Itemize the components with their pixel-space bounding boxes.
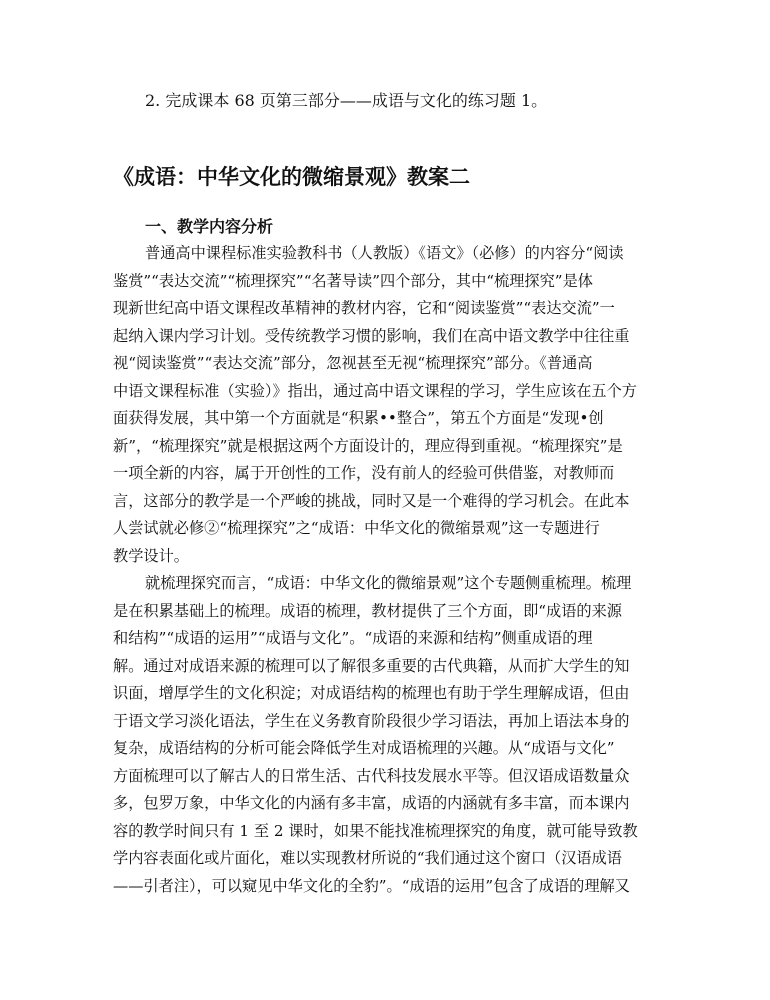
paragraph-line: 解。通过对成语来源的梳理可以了解很多重要的古代典籍，从而扩大学生的知 [113,656,630,675]
paragraph-line: 是在积累基础上的梳理。成语的梳理，教材提供了三个方面，即“成语的来源 [113,601,622,620]
paragraph-line: 多，包罗万象，中华文化的内涵有多丰富，成语的内涵就有多丰富，而本课内 [113,794,630,812]
paragraph-line: 识面，增厚学生的文化积淀；对成语结构的梳理也有助于学生理解成语，但由 [113,684,630,702]
document-title: 《成语：中华文化的微缩景观》教案二 [113,164,470,189]
paragraph-line: 教学设计。 [113,546,189,565]
paragraph-line: 中语文课程标准（实验）》指出，通过高中语文课程的学习，学生应该在五个方 [113,381,637,400]
paragraph-line: 普通高中课程标准实验教科书（人教版）《语文》（必修）的内容分“阅读 [145,244,624,262]
paragraph-line: 新”，“梳理探究”就是根据这两个方面设计的，理应得到重视。“梳理探究”是 [113,436,623,455]
paragraph-line: 复杂，成语结构的分析可能会降低学生对成语梳理的兴趣。从“成语与文化” [113,739,615,757]
paragraph-line: 方面梳理可以了解古人的日常生活、古代科技发展水平等。但汉语成语数量众 [113,766,630,785]
paragraph-line: 视“阅读鉴赏”“表达交流”部分，忽视甚至无视“梳理探究”部分。《普通高 [113,354,593,372]
paragraph-line: 一项全新的内容，属于开创性的工作，没有前人的经验可供借鉴，对教师而 [113,464,615,482]
paragraph-line: 鉴赏”“表达交流”“梳理探究”“名著导读”四个部分，其中“梳理探究”是体 [113,271,593,290]
body-text [113,240,663,900]
paragraph-line: 言，这部分的教学是一个严峻的挑战，同时又是一个难得的学习机会。在此本 [113,491,630,510]
paragraph-line: 容的教学时间只有 1 至 2 课时，如果不能找准梳理探究的角度，就可能导致教 [113,821,638,840]
section-heading: 一、教学内容分析 [145,217,274,236]
paragraph-line: ——引者注），可以窥见中华文化的全豹”。“成语的运用”包含了成语的理解又 [113,876,630,895]
paragraph-line: 和结构”“成语的运用”“成语与文化”。“成语的来源和结构”侧重成语的理 [113,629,593,647]
paragraph-line: 学内容表面化或片面化，难以实现教材所说的“我们通过这个窗口（汉语成语 [113,849,622,867]
paragraph-line: 起纳入课内学习计划。受传统教学习惯的影响，我们在高中语文教学中往往重 [113,326,630,345]
paragraph-line: 面获得发展，其中第一个方面就是“积累••整合”，第五个方面是“发现•创 [113,409,604,427]
paragraph-line: 就梳理探究而言，“成语：中华文化的微缩景观”这个专题侧重梳理。梳理 [145,574,632,592]
paragraph-line: 于语文学习淡化语法，学生在义务教育阶段很少学习语法，再加上语法本身的 [113,711,630,730]
exercise-line: 2. 完成课本 68 页第三部分——成语与文化的练习题 1。 [145,91,548,110]
paragraph-line: 现新世纪高中语文课程改革精神的教材内容，它和“阅读鉴赏”“表达交流”一 [113,299,615,317]
paragraph-line: 人尝试就必修②“梳理探究”之“成语：中华文化的微缩景观”这一专题进行 [113,519,600,537]
